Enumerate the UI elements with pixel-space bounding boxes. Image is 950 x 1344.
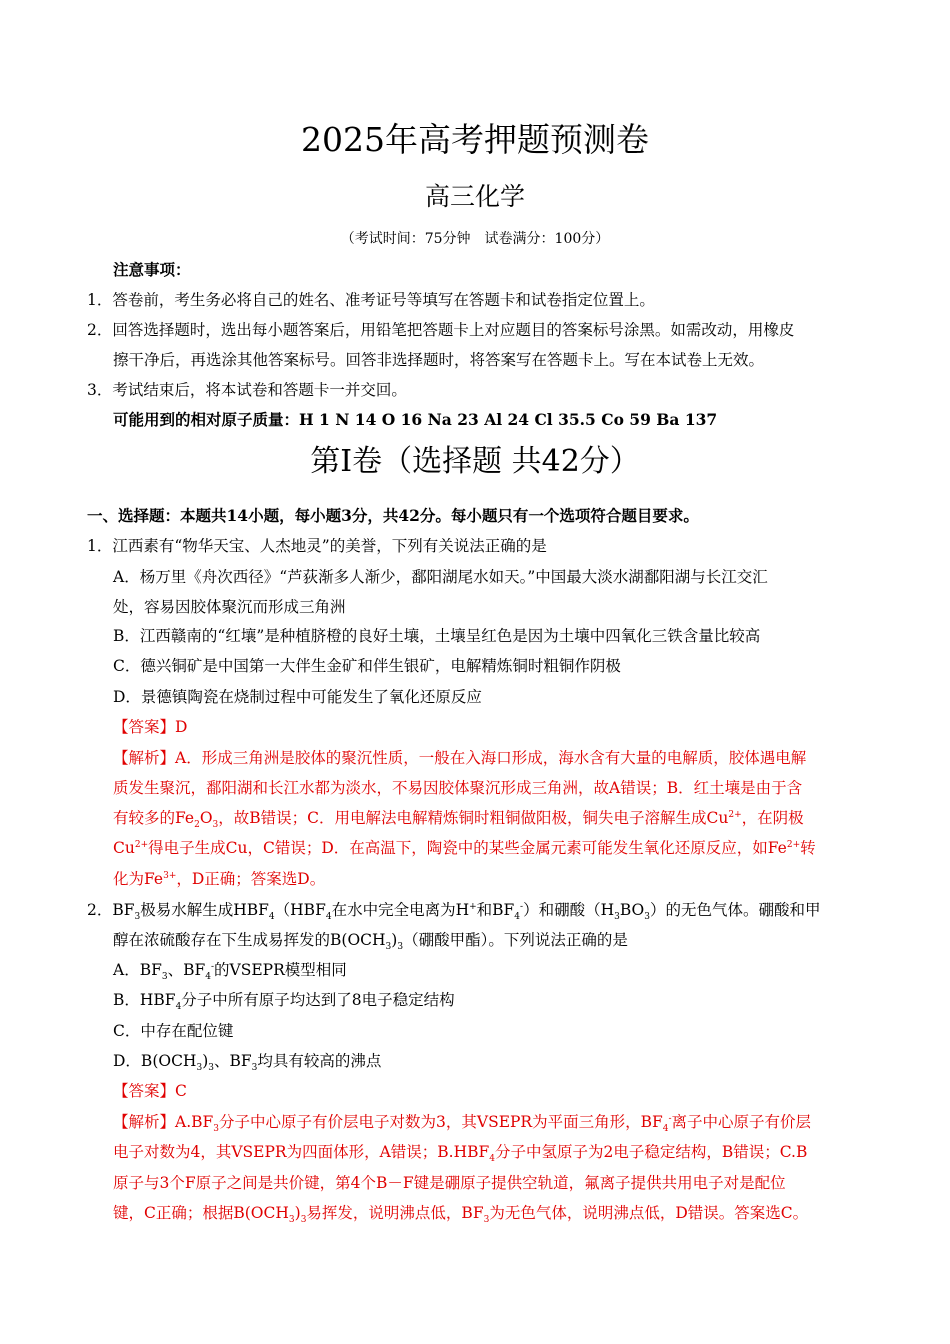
- q1-explanation-3: 有较多的$Fe_2O_3$，故B错误；C．用电解法电解精炼铜时粗铜做阳极，铜失电子溶解生成$Cu^{2+}$，在阴极: [113, 809, 804, 831]
- notice-heading: 注意事项：: [113, 260, 191, 279]
- q2-option-a: A．$BF_3$、$BF_4^-$的VSEPR模型相同: [113, 961, 347, 983]
- q2-option-d: D．$B(OCH_3)_3$、$BF_3$均具有较高的沸点: [113, 1052, 382, 1074]
- notice-item-2-cont: 擦干净后，再选涂其他答案标号。回答非选择题时，将答案写在答题卡上。写在本试卷上无效。: [113, 351, 765, 369]
- q1-option-d: D．景德镇陶瓷在烧制过程中可能发生了氧化还原反应: [113, 688, 482, 706]
- q1-explanation-5: 化为$Fe^{3+}$，D正确；答案选D。: [113, 870, 326, 888]
- q2-stem-cont: 醇在浓硫酸存在下生成易挥发的$B(OCH_3)_3$（硼酸甲酯）。下列说法正确的是: [113, 931, 628, 953]
- q1-option-a: A．杨万里《舟次西径》“芦荻渐多人渐少，鄱阳湖尾水如天。”中国最大淡水湖鄱阳湖与长江交汇: [113, 568, 768, 586]
- section-title: 第Ⅰ卷（选择题 共42分）: [310, 444, 640, 479]
- q1-option-a-cont: 处，容易因胶体聚沉而形成三角洲: [113, 598, 346, 616]
- q1-explanation-1: 【解析】A．形成三角洲是胶体的聚沉性质，一般在入海口形成，海水含有大量的电解质，胶体遇电解: [113, 749, 807, 767]
- q2-explanation-3: 原子与3个F原子之间是共价键，第4个B－F键是硼原子提供空轨道，氟离子提供共用电子对是配位: [113, 1174, 786, 1192]
- q1-explanation-4: $Cu^{2+}$得电子生成Cu，C错误；D．在高温下，陶瓷中的某些金属元素可能发生氧化还原反应，如$Fe^{2+}$转: [113, 839, 816, 857]
- exam-info: （考试时间：75分钟 试卷满分：100分）: [340, 231, 610, 247]
- section-intro: 一、选择题：本题共14小题，每小题3分，共42分。每小题只有一个选项符合题目要求。: [87, 506, 699, 525]
- q2-answer: 【答案】C: [113, 1082, 187, 1100]
- q2-explanation-4: 键，C正确；根据$B(OCH_3)_3$易挥发，说明沸点低，$BF_3$为无色气体，说明沸点低，D错误。答案选C。: [113, 1204, 809, 1226]
- q2-stem: 2．$BF_3$极易水解生成$HBF_4(HBF_4$在水中完全电离为H+和$BF_4^-$）和硼酸$(H_3BO_3)$的无色气体。硼酸和甲: [87, 901, 821, 923]
- notice-item-3: 3．考试结束后，将本试卷和答题卡一并交回。: [87, 381, 407, 399]
- q1-explanation-2: 质发生聚沉，鄱阳湖和长江水都为淡水，不易因胶体聚沉形成三角洲，故A错误；B．红土壤是由于含: [113, 779, 803, 797]
- q1-option-c: C．德兴铜矿是中国第一大伴生金矿和伴生银矿，电解精炼铜时粗铜作阴极: [113, 657, 621, 675]
- page-subtitle: 高三化学: [424, 182, 525, 211]
- page-title: 2025年高考押题预测卷: [301, 120, 649, 159]
- q2-explanation-1: 【解析】$A.BF_3$分子中心原子有价层电子对数为3，其VSEPR为平面三角形，$BF_4^-$离子中心原子有价层: [113, 1113, 812, 1135]
- q2-option-b: B．$HBF_4$分子中所有原子均达到了8电子稳定结构: [113, 991, 455, 1013]
- q1-option-b: B．江西赣南的“红壤”是种植脐橙的良好土壤，土壤呈红色是因为土壤中四氧化三铁含量比较高: [113, 627, 761, 645]
- notice-item-2: 2．回答选择题时，选出每小题答案后，用铅笔把答题卡上对应题目的答案标号涂黑。如需改动，用橡皮: [87, 321, 795, 339]
- q1-stem: 1．江西素有“物华天宝、人杰地灵”的美誉，下列有关说法正确的是: [87, 537, 547, 555]
- q2-explanation-2: 电子对数为4，其VSEPR为四面体形，A错误；$B.HBF_4$分子中氢原子为2电子稳定结构，B错误；C.B: [113, 1143, 808, 1165]
- q1-answer: 【答案】D: [113, 718, 188, 736]
- atomic-mass-line: 可能用到的相对原子质量：H 1 N 14 O 16 Na 23 Al 24 Cl 35.5 Co 59 Ba 137: [113, 410, 718, 429]
- notice-item-1: 1．答卷前，考生务必将自己的姓名、准考证号等填写在答题卡和试卷指定位置上。: [87, 291, 655, 309]
- q2-option-c: C．中存在配位键: [113, 1022, 234, 1040]
